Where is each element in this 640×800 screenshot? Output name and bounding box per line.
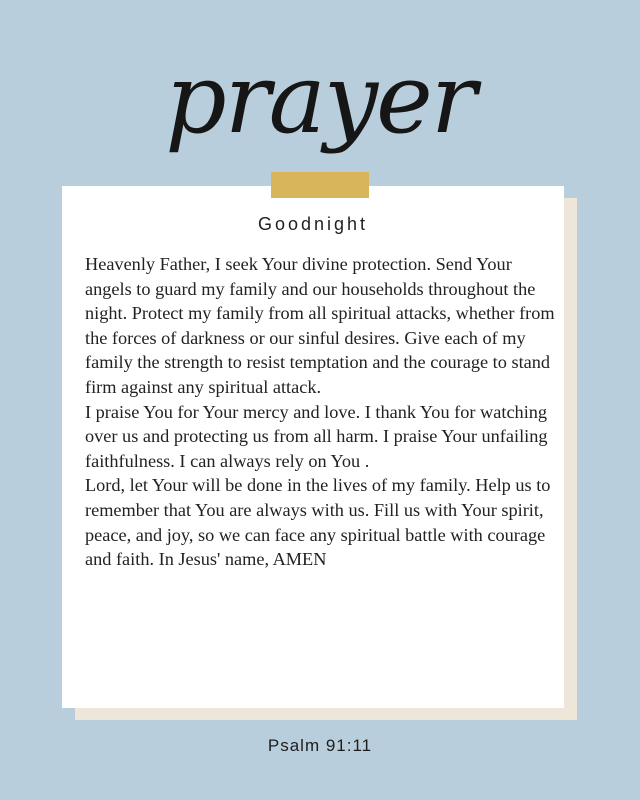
- page-title: prayer: [165, 43, 475, 155]
- prayer-paragraph: I praise You for Your mercy and love. I thank You for watching over us and protecting us from all harm. I praise Your unfailing faithfulness. I can always rely on You .: [85, 401, 548, 471]
- scripture-reference: Psalm 91:11: [267, 736, 373, 755]
- tape-strip: [271, 172, 369, 198]
- prayer-paragraph: Heavenly Father, I seek Your divine protection. Send Your angels to guard my family and our households throughout the night. Protect my family from all spiritual attacks, whether from the forces of darkness or our sinful desires. Give each of my family the strength to resist temptation and the courage to stand firm against any spiritual attack.: [85, 254, 555, 397]
- prayer-body: [85, 252, 555, 572]
- prayer-subtitle: Goodnight: [257, 214, 369, 234]
- prayer-paragraph: Lord, let Your will be done in the lives of my family. Help us to remember that You are always with us. Fill us with Your spirit, peace, and joy, so we can face any spiritual battle with courage and faith. In Jesus' name, AMEN: [85, 475, 551, 570]
